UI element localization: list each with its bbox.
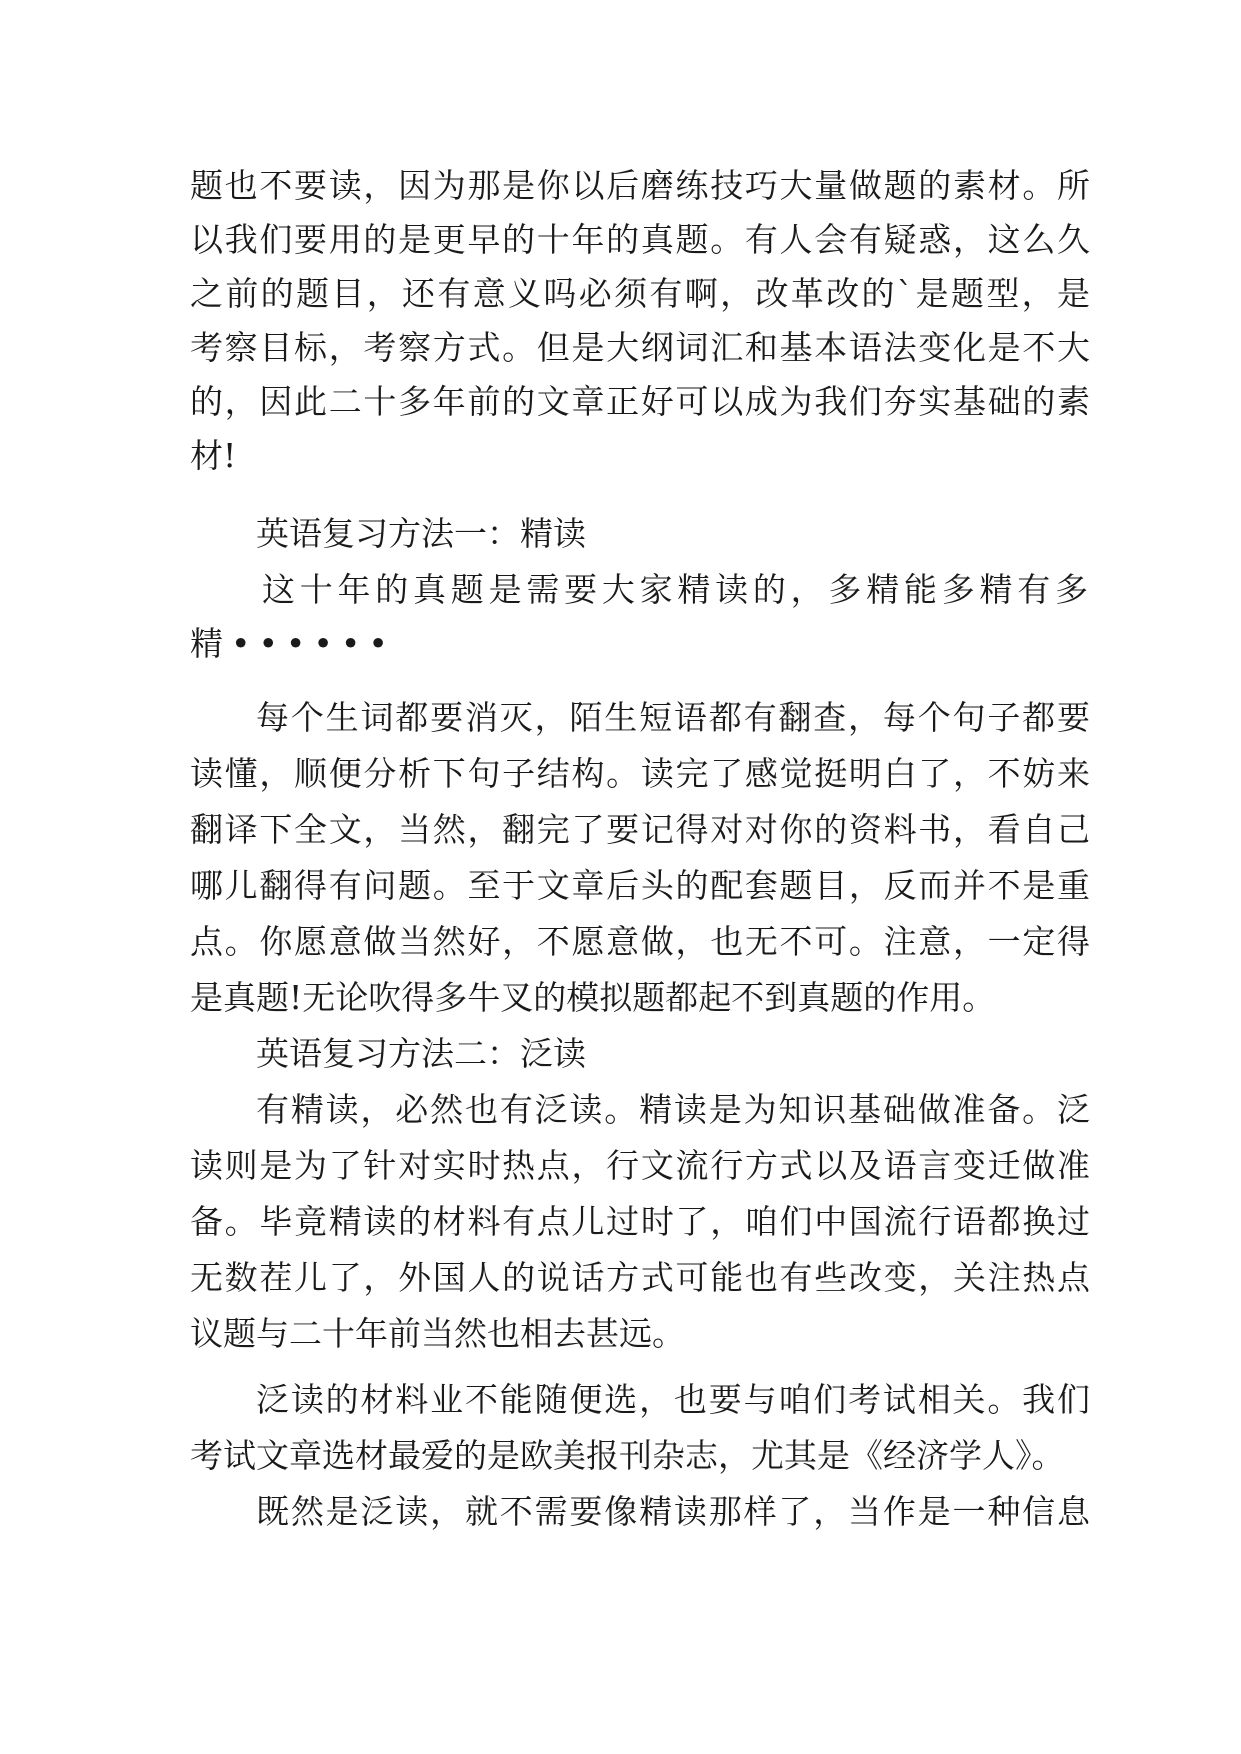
body-text-line: 之前的题目，还有意义吗必须有啊，改革改的`是题型，是 <box>190 274 1090 313</box>
body-text-line: 翻译下全文，当然，翻完了要记得对对你的资料书，看自己 <box>190 810 1090 849</box>
body-text-line: 考察目标，考察方式。但是大纲词汇和基本语法变化是不大 <box>190 328 1090 367</box>
body-text-line: 考试文章选材最爱的是欧美报刊杂志，尤其是《经济学人》。 <box>190 1436 1065 1475</box>
body-text-line: 点。你愿意做当然好，不愿意做，也无不可。注意，一定得 <box>190 922 1090 961</box>
body-text-line: 哪儿翻得有问题。至于文章后头的配套题目，反而并不是重 <box>190 866 1090 905</box>
body-text-line: 备。毕竟精读的材料有点儿过时了，咱们中国流行语都换过 <box>190 1202 1090 1241</box>
body-text-line: 材! <box>190 436 237 475</box>
body-text-line: 泛读的材料业不能随便选，也要与咱们考试相关。我们 <box>256 1380 1090 1419</box>
body-text-line: 题也不要读，因为那是你以后磨练技巧大量做题的素材。所 <box>190 166 1090 205</box>
body-text-line: 议题与二十年前当然也相去甚远。 <box>190 1314 685 1353</box>
body-text-line: 有精读，必然也有泛读。精读是为知识基础做准备。泛 <box>256 1090 1090 1129</box>
section-heading: 英语复习方法二：泛读 <box>256 1034 586 1073</box>
body-text-line: 既然是泛读，就不需要像精读那样了，当作是一种信息 <box>256 1492 1090 1531</box>
section-heading: 英语复习方法一：精读 <box>256 514 586 553</box>
body-text-line: 是真题!无论吹得多牛叉的模拟题都起不到真题的作用。 <box>190 978 996 1017</box>
body-text-line: 读懂，顺便分析下句子结构。读完了感觉挺明白了，不妨来 <box>190 754 1090 793</box>
body-text-line: 的，因此二十多年前的文章正好可以成为我们夯实基础的素 <box>190 382 1090 421</box>
body-text-line: 每个生词都要消灭，陌生短语都有翻查，每个句子都要 <box>256 698 1090 737</box>
body-text-line: 这十年的真题是需要大家精读的，多精能多精有多 <box>262 570 1088 609</box>
body-text-line: 精•••••• <box>190 624 396 663</box>
body-text-line: 无数茬儿了，外国人的说话方式可能也有些改变，关注热点 <box>190 1258 1090 1297</box>
body-text-line: 读则是为了针对实时热点，行文流行方式以及语言变迁做准 <box>190 1146 1090 1185</box>
body-text-line: 以我们要用的是更早的十年的真题。有人会有疑惑，这么久 <box>190 220 1090 259</box>
